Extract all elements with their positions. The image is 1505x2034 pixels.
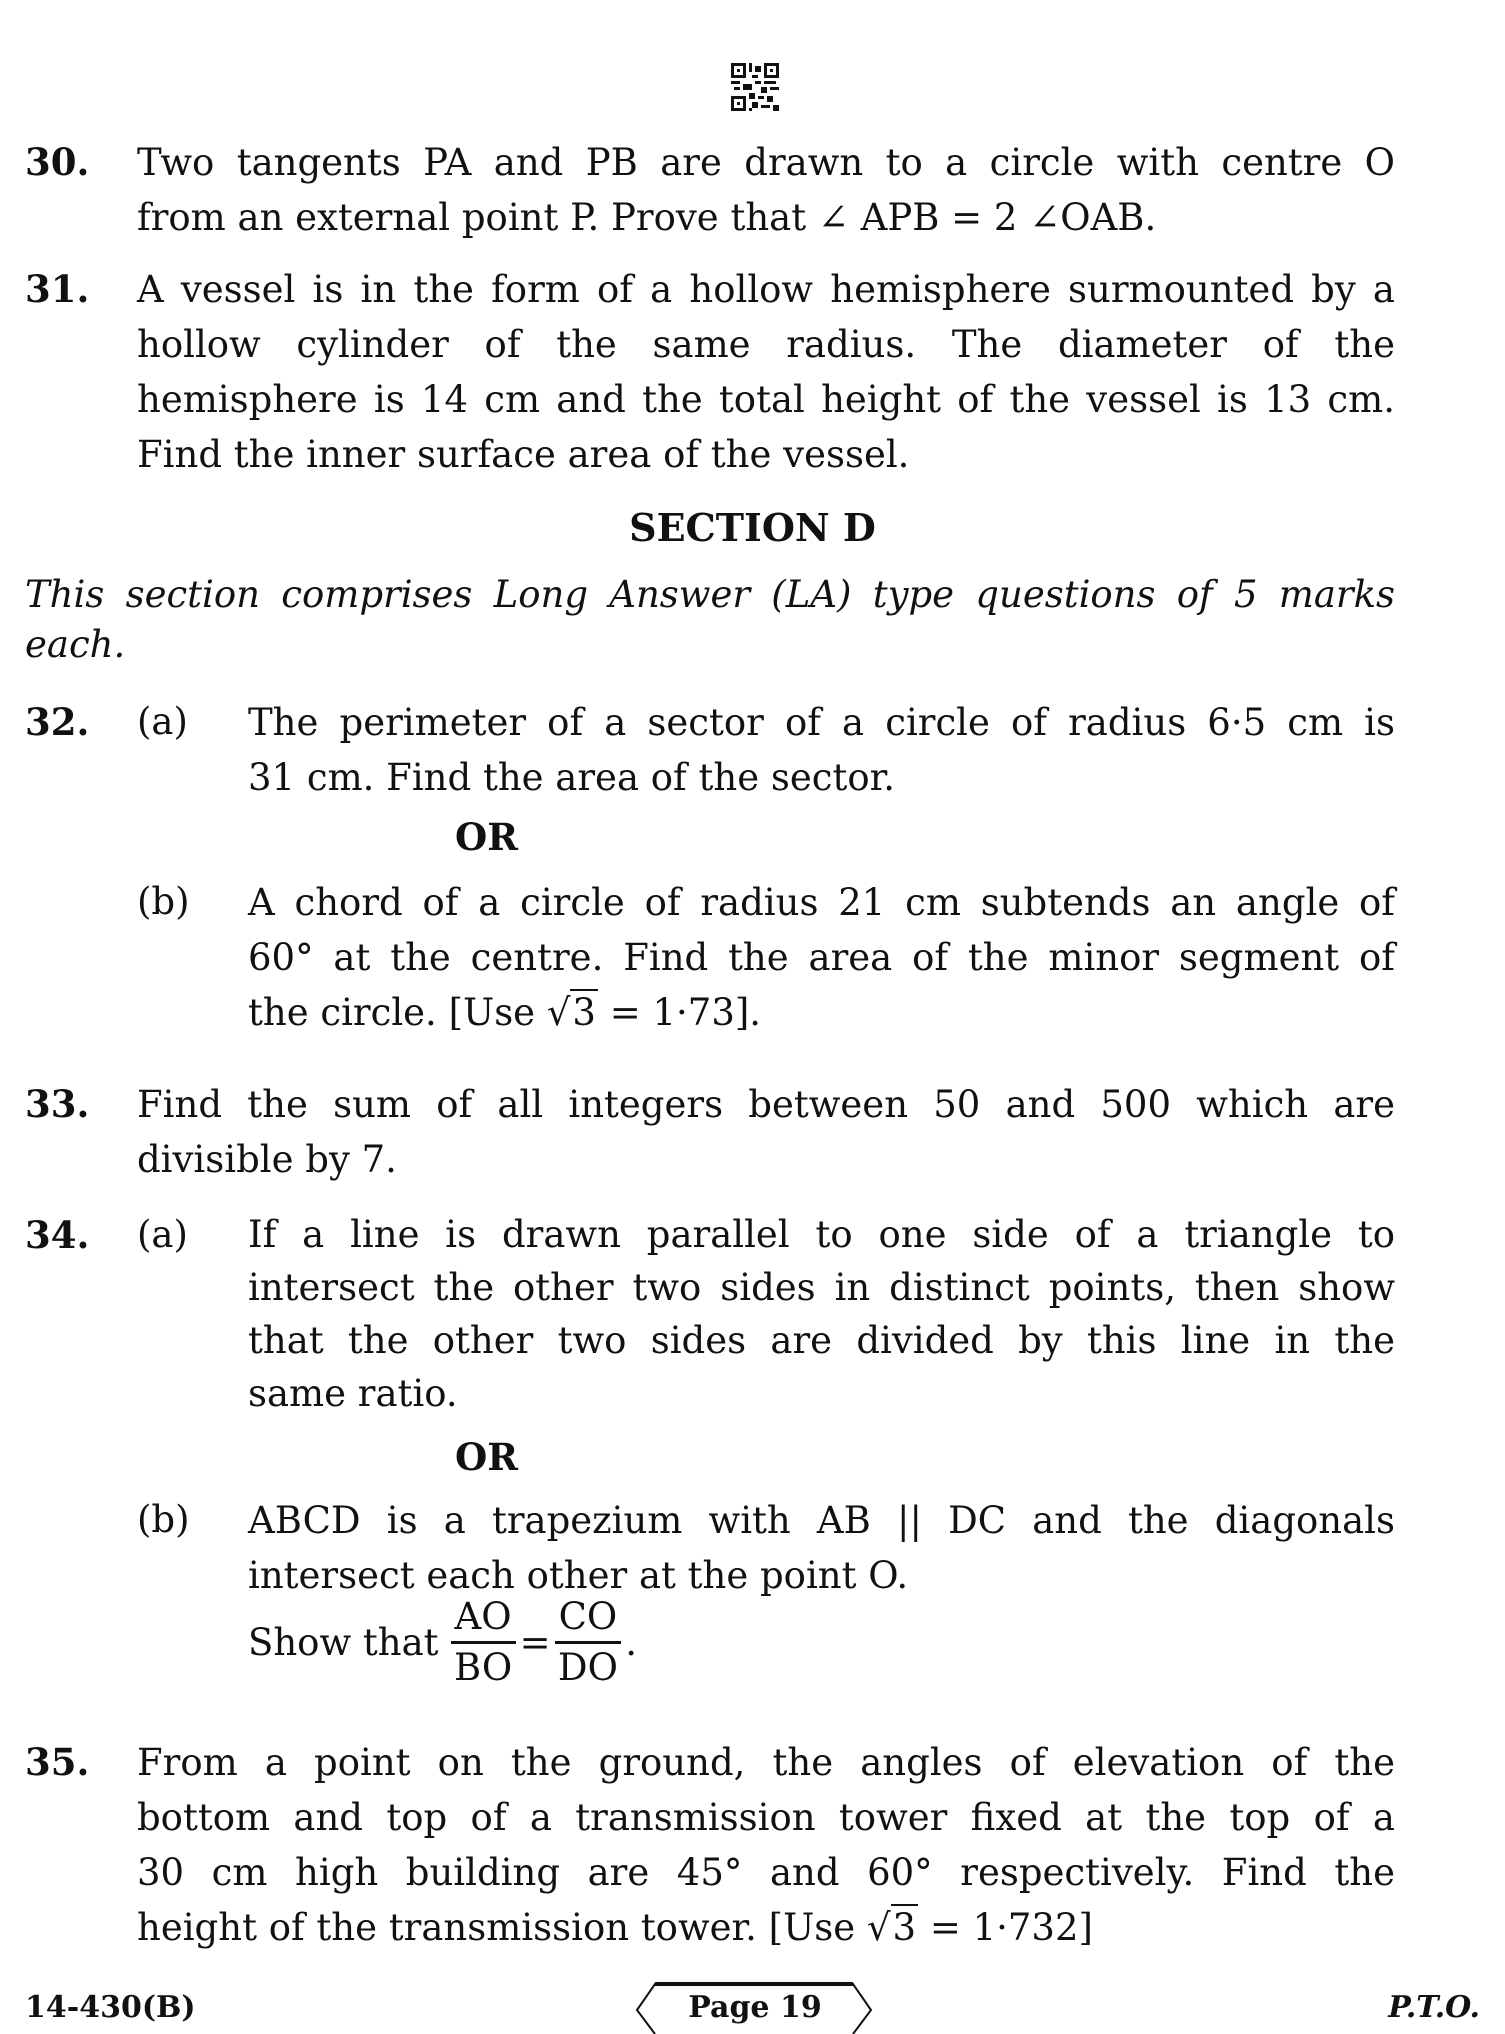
question-text: A vessel is in the form of a hollow hemisphere surmounted by a hollow cylinder of the same radius. The diameter of the hemisphere is 14 cm and the total height of the vessel is 13 cm. Find the inner surface area of the vessel. (137, 268, 1395, 476)
fraction-ao-bo: $\frac{AO}{BO}$ (451, 1593, 516, 1692)
option-b-text: ABCD is a trapezium with AB || DC and the diagonals intersect each other at the point O. (248, 1499, 1395, 1597)
show-that-equation: Show that $\frac{AO}{BO}$ = $\frac{CO}{DO}$ . (248, 1593, 637, 1692)
question-text: Two tangents PA and PB are drawn to a circle with centre O from an external point P. Prove that ∠ APB = 2 ∠OAB. (137, 141, 1395, 239)
question-number: 30. (25, 140, 90, 184)
option-a-text: If a line is drawn parallel to one side of a triangle to intersect the other two sides in distinct points, then show that the other two sides are divided by this line in the same ratio. (248, 1213, 1395, 1415)
question-text: Find the sum of all integers between 50 and 500 which are divisible by 7. (137, 1083, 1395, 1181)
or-separator: OR (455, 1435, 518, 1479)
question-number: 35. (25, 1740, 90, 1784)
square-root: √3 (546, 991, 596, 1034)
please-turn-over: P.T.O. (1388, 1990, 1480, 2025)
question-text: From a point on the ground, the angles of elevation of the bottom and top of a transmission tower fixed at the top of a 30 cm high building are 45° and 60° respectively. Find the height of the transmission tower. [Use √3 = 1·732] (137, 1735, 1395, 1955)
or-separator: OR (455, 815, 518, 859)
option-a-label: (a) (137, 700, 188, 743)
option-a-text: The perimeter of a sector of a circle of radius 6·5 cm is 31 cm. Find the area of the sector. (248, 701, 1395, 799)
qr-code-icon (731, 62, 779, 112)
option-b-label: (b) (137, 880, 190, 923)
page-number-badge: Page 19 (635, 1980, 875, 2034)
option-b-text: A chord of a circle of radius 21 cm subtends an angle of 60° at the centre. Find the area of the minor segment of the circle. [Use √3 = 1·73]. (248, 875, 1395, 1040)
option-b-label: (b) (137, 1498, 190, 1541)
option-a-label: (a) (137, 1213, 188, 1256)
square-root: √3 (866, 1906, 917, 1949)
question-number: 32. (25, 700, 90, 744)
question-number: 33. (25, 1082, 90, 1126)
paper-code: 14-430(B) (25, 1990, 196, 2025)
section-description: This section comprises Long Answer (LA) type questions of 5 marks each. (25, 573, 1395, 666)
question-number: 34. (25, 1213, 90, 1257)
section-title: SECTION D (629, 505, 876, 550)
fraction-co-do: $\frac{CO}{DO}$ (555, 1593, 622, 1692)
question-number: 31. (25, 267, 90, 311)
